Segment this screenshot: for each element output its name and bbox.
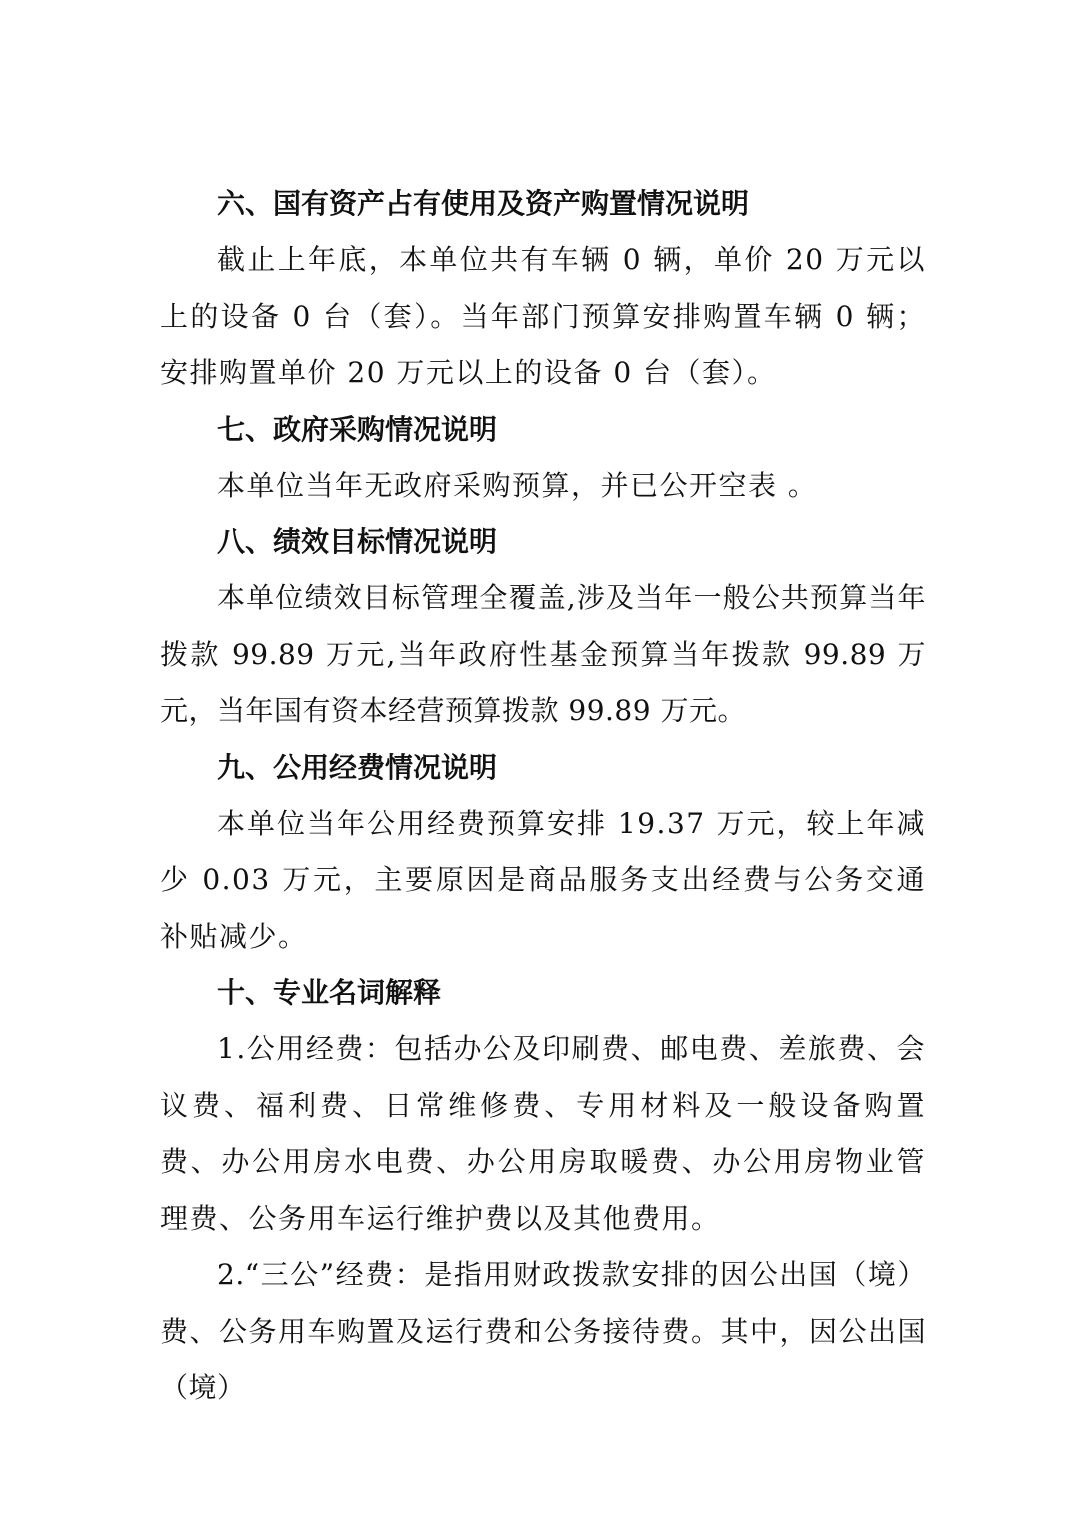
section-heading-procurement: 七、政府采购情况说明	[217, 412, 498, 446]
paragraph-glossary-three-public: 2.“三公”经费：是指用财政拨款安排的因公出国（境）费、公务用车购置及运行费和公务接待费。其中，因公出国（境）	[160, 1258, 926, 1404]
section-performance	[160, 514, 926, 740]
paragraph-assets: 截止上年底，本单位共有车辆 0 辆，单价 20 万元以上的设备 0 台（套）。当年部门预算安排购置车辆 0 辆；安排购置单价 20 万元以上的设备 0 台（套）。	[160, 243, 926, 389]
section-procurement	[160, 402, 926, 515]
paragraph-glossary-public-funds: 1.公用经费：包括办公及印刷费、邮电费、差旅费、会议费、福利费、日常维修费、专用材料及一般设备购置费、办公用房水电费、办公用房取暖费、办公用房物业管理费、公务用车运行维护费以及其他费用。	[160, 1032, 926, 1235]
section-heading-public-funds: 九、公用经费情况说明	[217, 750, 498, 784]
section-heading-glossary: 十、专业名词解释	[217, 976, 442, 1009]
paragraph-public-funds: 本单位当年公用经费预算安排 19.37 万元，较上年减少 0.03 万元，主要原因是商品服务支出经费与公务交通补贴减少。	[160, 806, 926, 953]
paragraph-performance: 本单位绩效目标管理全覆盖,涉及当年一般公共预算当年拨款 99.89 万元,当年政府性基金预算当年拨款 99.89 万元，当年国有资本经营预算拨款 99.89 万元。	[160, 581, 926, 727]
section-public-funds	[160, 740, 926, 966]
section-glossary	[160, 965, 926, 1417]
section-heading-performance: 八、绩效目标情况说明	[217, 525, 498, 558]
section-heading-assets: 六、国有资产占有使用及资产购置情况说明	[217, 187, 750, 220]
paragraph-procurement: 本单位当年无政府采购预算，并已公开空表 。	[217, 468, 818, 502]
section-assets	[160, 176, 926, 402]
document-body	[160, 176, 926, 1417]
